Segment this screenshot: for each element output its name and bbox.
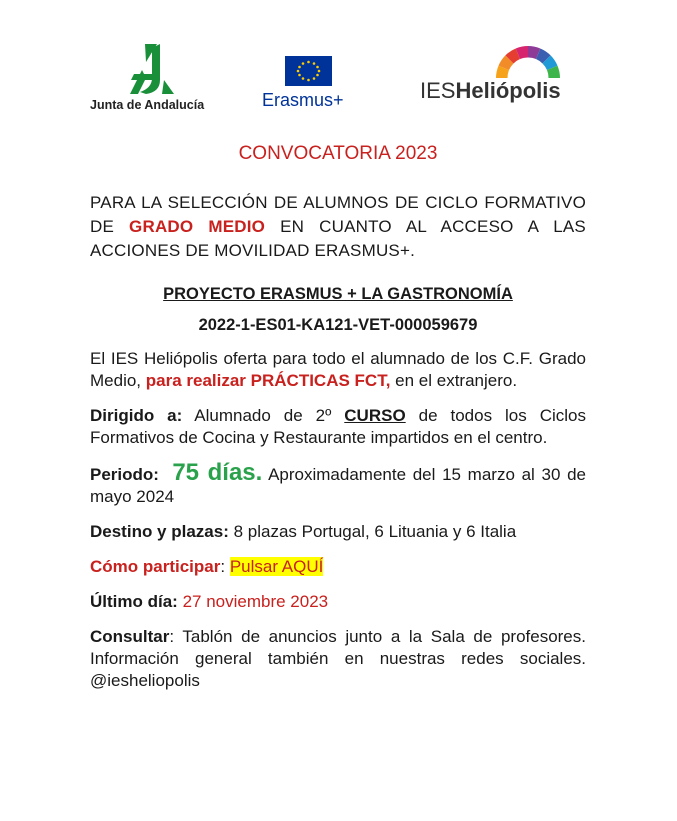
target-text-1: Alumnado de 2º	[182, 406, 345, 425]
logo-bar	[0, 40, 677, 120]
eu-flag-icon	[260, 54, 370, 88]
destination-paragraph	[90, 521, 586, 543]
deadline-date: 27 noviembre 2023	[177, 592, 329, 611]
consult-paragraph	[90, 626, 586, 692]
ies-name: Heliópolis	[455, 78, 561, 103]
intro-paragraph	[90, 191, 586, 263]
period-paragraph	[90, 459, 586, 508]
offer-paragraph	[90, 348, 586, 392]
erasmus-logo	[260, 54, 370, 124]
deadline-label: Último día:	[90, 592, 178, 611]
target-text-2: de todos los Ciclos Formativos de Cocina y Restaurante impartidos en el centro.	[90, 406, 587, 447]
consult-label: Consultar	[90, 627, 170, 646]
junta-andalucia-icon	[90, 40, 220, 96]
deadline-paragraph	[90, 591, 586, 613]
target-curso: CURSO	[344, 406, 406, 425]
junta-andalucia-text: Junta de Andalucía	[90, 98, 205, 112]
announcement-body	[90, 143, 586, 705]
intro-highlight: GRADO MEDIO	[129, 217, 266, 236]
ies-heliopolis-logo	[420, 40, 580, 110]
period-days: 75 días.	[172, 459, 263, 486]
junta-andalucia-logo	[90, 40, 220, 115]
how-label: Cómo participar	[90, 557, 221, 576]
offer-text-2: en el extranjero.	[390, 371, 518, 390]
project-code: 2022-1-ES01-KA121-VET-000059679	[198, 316, 478, 334]
ies-heliopolis-text	[420, 78, 561, 104]
destination-text: 8 plazas Portugal, 6 Lituania y 6 Italia	[228, 522, 517, 541]
erasmus-text: Erasmus+	[262, 90, 344, 110]
offer-text-1: El IES Heliópolis oferta para todo el alumnado de los C.F. Grado Medio,	[90, 349, 586, 390]
how-to-participate	[90, 556, 586, 578]
period-text: Aproximadamente del 15 marzo al 30 de mayo 2024	[90, 465, 586, 506]
target-paragraph	[90, 405, 586, 449]
consult-text: : Tablón de anuncios junto a la Sala de profesores. Información general también en nuestras redes sociales. @iesheliopolis	[90, 627, 586, 690]
period-label: Periodo:	[90, 465, 159, 484]
apply-link[interactable]: Pulsar AQUÍ	[229, 557, 324, 576]
intro-text-2: EN CUANTO AL ACCESO A LAS ACCIONES DE MOVILIDAD ERASMUS+.	[90, 217, 586, 260]
rainbow-sun-icon	[420, 40, 580, 80]
intro-text-1: PARA LA SELECCIÓN DE ALUMNOS DE CICLO FORMATIVO DE	[90, 193, 586, 236]
announcement-heading: CONVOCATORIA 2023	[238, 143, 438, 164]
ies-prefix: IES	[420, 78, 456, 103]
project-title: PROYECTO ERASMUS + LA GASTRONOMÍA	[163, 285, 513, 303]
offer-highlight: para realizar PRÁCTICAS FCT,	[145, 371, 391, 390]
target-label: Dirigido a:	[90, 406, 183, 425]
how-colon: :	[220, 557, 230, 576]
destination-label: Destino y plazas:	[90, 522, 229, 541]
